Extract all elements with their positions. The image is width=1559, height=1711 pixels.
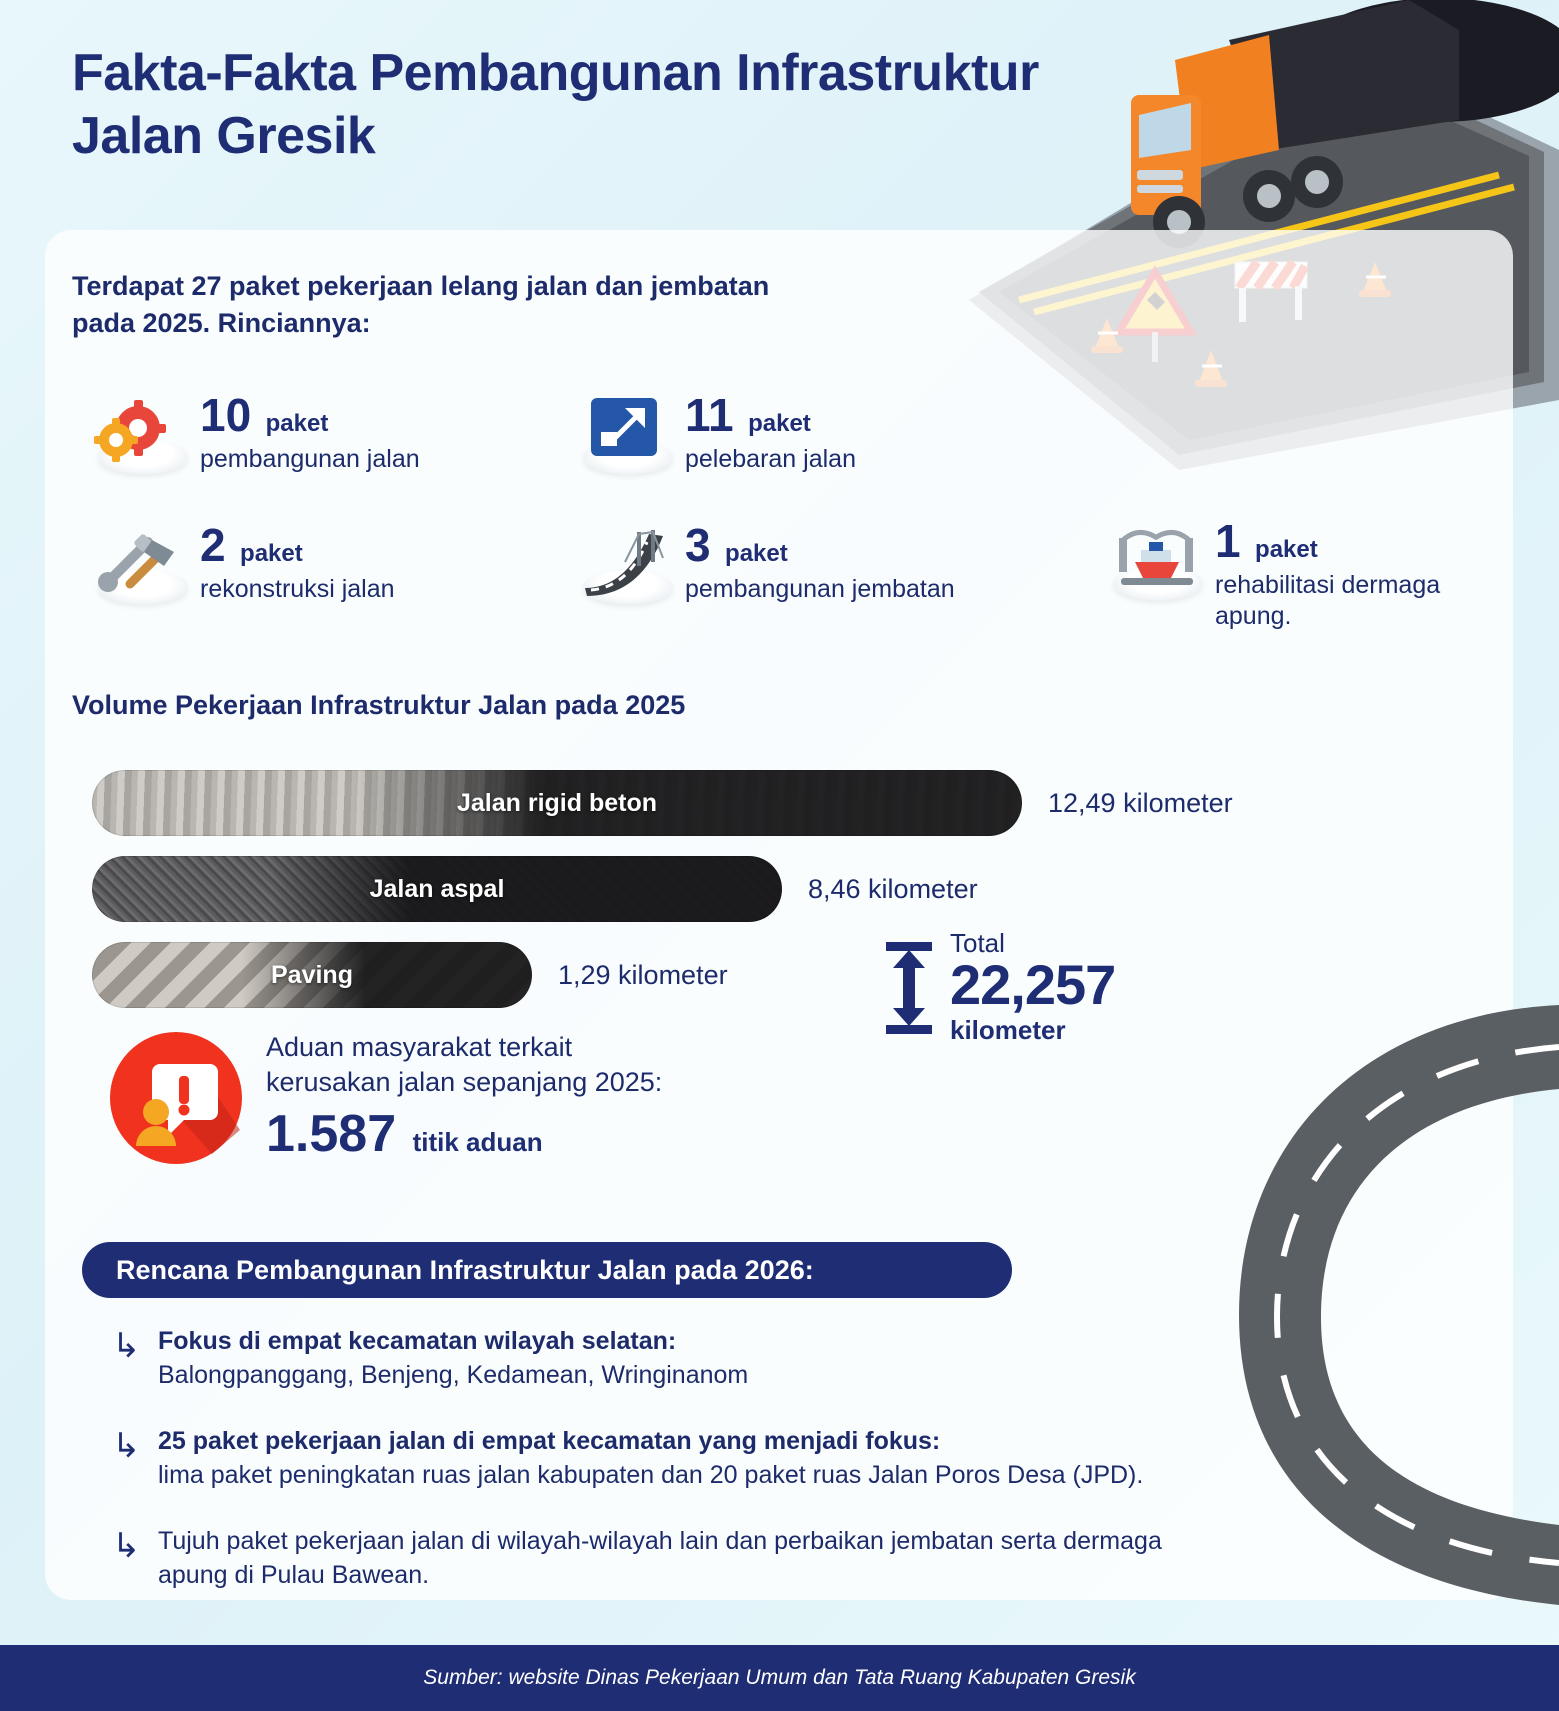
bar-rigid-beton [92, 770, 1022, 836]
bar-value: 1,29 kilometer [558, 959, 728, 990]
gears-icon [90, 392, 194, 478]
source-footer: Sumber: website Dinas Pekerjaan Umum dan Tata Ruang Kabupaten Gresik [0, 1645, 1559, 1711]
bar-value: 12,49 kilometer [1048, 787, 1233, 818]
stat-unit: paket [265, 410, 329, 437]
stat-rekonstruksi-jalan [90, 519, 520, 608]
plan-item-bold: Fokus di empat kecamatan wilayah selatan: [158, 1327, 677, 1355]
hammer-wrench-icon [90, 522, 194, 608]
complaint-block [108, 1030, 662, 1166]
stat-number: 10 [200, 389, 252, 441]
bar-row-paving [92, 942, 728, 1008]
arrow-bullet-icon: ↳ [112, 1327, 141, 1365]
lead-paragraph: Terdapat 27 paket pekerjaan lelang jalan dan jembatan pada 2025. Rinciannya: [72, 271, 770, 339]
stat-desc: pembangunan jalan [200, 445, 420, 473]
total-label: Total [950, 928, 1005, 958]
stat-pembangunan-jembatan [575, 519, 1045, 608]
page-title: Fakta-Fakta Pembangunan Infrastruktur Jalan Gresik [72, 44, 1039, 166]
bar-paving [92, 942, 532, 1008]
bar-aspal [92, 856, 782, 922]
bar-label: Jalan aspal [369, 874, 505, 903]
plan-item-text: lima paket peningkatan ruas jalan kabupaten dan 20 paket ruas Jalan Poros Desa (JPD). [158, 1460, 1144, 1489]
complaint-line-1: Aduan masyarakat terkait [266, 1032, 573, 1062]
stat-number: 11 [685, 389, 734, 441]
arrow-bullet-icon: ↳ [112, 1427, 141, 1465]
bar-row-rigid-beton [92, 770, 1233, 836]
volume-heading: Volume Pekerjaan Infrastruktur Jalan pada 2025 [72, 690, 686, 720]
stat-desc: pembangunan jembatan [685, 575, 955, 603]
plan-item-text: Tujuh paket pekerjaan jalan di wilayah-wilayah lain dan perbaikan jembatan serta dermaga apung di Pulau Bawean. [158, 1527, 1162, 1589]
complaint-unit: titik aduan [412, 1127, 543, 1158]
stat-desc: rehabilitasi dermaga apung. [1215, 571, 1441, 631]
complaint-line-2: kerusakan jalan sepanjang 2025: [266, 1067, 663, 1098]
curved-road-illustration [939, 885, 1559, 1645]
plan-item-bold: 25 paket pekerjaan jalan di empat kecamatan yang menjadi fokus: [158, 1427, 941, 1455]
vertical-arrow-icon [880, 940, 938, 1036]
bridge-icon [575, 522, 679, 608]
bar-value: 8,46 kilometer [808, 873, 978, 904]
stat-number: 1 [1215, 515, 1241, 567]
stat-unit: paket [240, 540, 303, 567]
stat-number: 3 [685, 519, 711, 571]
expand-arrow-icon [575, 392, 679, 478]
stat-desc: pelebaran jalan [685, 445, 856, 473]
stat-dermaga-apung [1105, 515, 1465, 633]
bar-label: Paving [271, 960, 353, 989]
plan-2026-heading: Rencana Pembangunan Infrastruktur Jalan pada 2026: [82, 1242, 1012, 1298]
stat-unit: paket [1255, 536, 1318, 563]
stat-pelebaran-jalan [575, 389, 995, 478]
stat-number: 2 [200, 519, 226, 571]
arrow-bullet-icon: ↳ [112, 1527, 141, 1565]
floating-dock-icon [1105, 518, 1209, 604]
total-value: 22,257 [950, 953, 1116, 1016]
stat-unit: paket [748, 410, 811, 437]
total-unit: kilometer [950, 1014, 1066, 1045]
stat-pembangunan-jalan [90, 389, 520, 478]
stat-unit: paket [725, 540, 788, 567]
bar-label: Jalan rigid beton [456, 788, 658, 817]
stat-desc: rekonstruksi jalan [200, 575, 395, 603]
complaint-alert-icon [108, 1030, 244, 1166]
bar-row-aspal [92, 856, 978, 922]
complaint-number: 1.587 [266, 1105, 397, 1164]
plan-item-text: Balongpanggang, Benjeng, Kedamean, Wringinanom [158, 1360, 749, 1389]
